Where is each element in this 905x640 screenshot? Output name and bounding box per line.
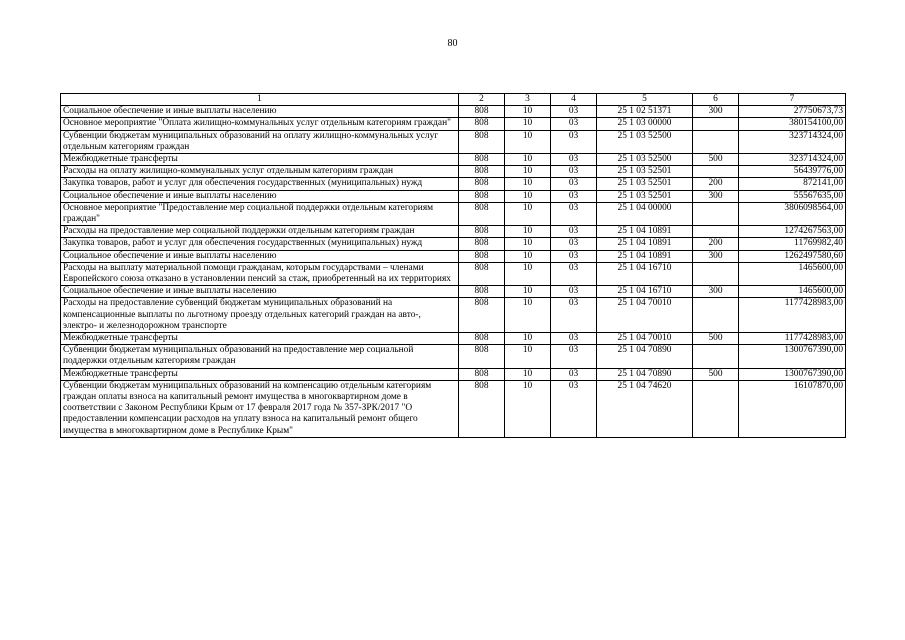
target-code-cell: 25 1 04 74620 bbox=[597, 380, 693, 437]
subsection-code-cell: 03 bbox=[551, 166, 597, 178]
subsection-code-cell: 03 bbox=[551, 286, 597, 298]
header-row bbox=[61, 94, 846, 106]
target-code-cell: 25 1 04 00000 bbox=[597, 202, 693, 225]
section-code-cell: 10 bbox=[505, 262, 551, 285]
row-name-cell: Расходы на предоставление субвенций бюджетам муниципальных образований на компенсационные выплаты по льготному проезду отдельных категорий граждан на авто-, электро- и железнодорожном транспорте bbox=[61, 298, 459, 333]
row-name-cell: Субвенции бюджетам муниципальных образований на оплату жилищно-коммунальных услуг отдельным категориям граждан bbox=[61, 130, 459, 153]
target-code-cell: 25 1 04 70010 bbox=[597, 333, 693, 345]
target-code-cell: 25 1 03 00000 bbox=[597, 118, 693, 130]
target-code-cell: 25 1 04 16710 bbox=[597, 262, 693, 285]
ministry-code-cell: 808 bbox=[459, 333, 505, 345]
section-code-cell: 10 bbox=[505, 190, 551, 202]
target-code-cell: 25 1 03 52501 bbox=[597, 178, 693, 190]
ministry-code-cell: 808 bbox=[459, 190, 505, 202]
row-name-cell: Расходы на выплату материальной помощи гражданам, которым государствами – членами Европейского союза отказано в установлении пенсий за стаж, приобретенный на их территориях bbox=[61, 262, 459, 285]
section-code-cell: 10 bbox=[505, 298, 551, 333]
row-name-cell: Социальное обеспечение и иные выплаты населению bbox=[61, 250, 459, 262]
row-name-cell: Основное мероприятие "Оплата жилищно-коммунальных услуг отдельным категориям граждан" bbox=[61, 118, 459, 130]
subsection-code-cell: 03 bbox=[551, 118, 597, 130]
target-code-cell: 25 1 03 52501 bbox=[597, 166, 693, 178]
amount-cell: 55567635,00 bbox=[739, 190, 846, 202]
table-row bbox=[61, 178, 846, 190]
expense-type-cell bbox=[693, 202, 739, 225]
subsection-code-cell: 03 bbox=[551, 238, 597, 250]
subsection-code-cell: 03 bbox=[551, 380, 597, 437]
subsection-code-cell: 03 bbox=[551, 154, 597, 166]
table-row bbox=[61, 238, 846, 250]
expense-type-cell: 300 bbox=[693, 106, 739, 118]
row-name-cell: Основное мероприятие "Предоставление мер социальной поддержки отдельным категориям граждан" bbox=[61, 202, 459, 225]
subsection-code-cell: 03 bbox=[551, 106, 597, 118]
row-name-cell: Межбюджетные трансферты bbox=[61, 154, 459, 166]
expense-type-cell: 500 bbox=[693, 333, 739, 345]
amount-cell: 323714324,00 bbox=[739, 154, 846, 166]
amount-cell: 3806098564,00 bbox=[739, 202, 846, 225]
ministry-code-cell: 808 bbox=[459, 178, 505, 190]
ministry-code-cell: 808 bbox=[459, 106, 505, 118]
section-code-cell: 10 bbox=[505, 286, 551, 298]
amount-cell: 1262497580,60 bbox=[739, 250, 846, 262]
expense-type-cell bbox=[693, 298, 739, 333]
section-code-cell: 10 bbox=[505, 250, 551, 262]
target-code-cell: 25 1 04 70890 bbox=[597, 368, 693, 380]
ministry-code-cell: 808 bbox=[459, 262, 505, 285]
table-row bbox=[61, 368, 846, 380]
subsection-code-cell: 03 bbox=[551, 345, 597, 368]
expense-type-cell bbox=[693, 166, 739, 178]
table-row bbox=[61, 118, 846, 130]
target-code-cell: 25 1 04 10891 bbox=[597, 238, 693, 250]
amount-cell: 1177428983,00 bbox=[739, 333, 846, 345]
section-code-cell: 10 bbox=[505, 178, 551, 190]
section-code-cell: 10 bbox=[505, 345, 551, 368]
subsection-code-cell: 03 bbox=[551, 226, 597, 238]
column-header: 7 bbox=[739, 94, 846, 106]
expense-type-cell: 300 bbox=[693, 250, 739, 262]
ministry-code-cell: 808 bbox=[459, 118, 505, 130]
table-row bbox=[61, 333, 846, 345]
ministry-code-cell: 808 bbox=[459, 250, 505, 262]
target-code-cell: 25 1 03 52500 bbox=[597, 154, 693, 166]
section-code-cell: 10 bbox=[505, 202, 551, 225]
expense-type-cell: 500 bbox=[693, 368, 739, 380]
section-code-cell: 10 bbox=[505, 238, 551, 250]
page-number: 80 bbox=[447, 38, 458, 49]
target-code-cell: 25 1 04 10891 bbox=[597, 226, 693, 238]
subsection-code-cell: 03 bbox=[551, 202, 597, 225]
column-header: 6 bbox=[693, 94, 739, 106]
subsection-code-cell: 03 bbox=[551, 298, 597, 333]
section-code-cell: 10 bbox=[505, 118, 551, 130]
expense-type-cell: 300 bbox=[693, 286, 739, 298]
expense-type-cell bbox=[693, 380, 739, 437]
ministry-code-cell: 808 bbox=[459, 298, 505, 333]
section-code-cell: 10 bbox=[505, 154, 551, 166]
ministry-code-cell: 808 bbox=[459, 166, 505, 178]
subsection-code-cell: 03 bbox=[551, 178, 597, 190]
column-header: 4 bbox=[551, 94, 597, 106]
expense-type-cell bbox=[693, 118, 739, 130]
row-name-cell: Межбюджетные трансферты bbox=[61, 368, 459, 380]
subsection-code-cell: 03 bbox=[551, 250, 597, 262]
table-row bbox=[61, 106, 846, 118]
target-code-cell: 25 1 04 10891 bbox=[597, 250, 693, 262]
column-header: 5 bbox=[597, 94, 693, 106]
amount-cell: 1465600,00 bbox=[739, 286, 846, 298]
amount-cell: 380154100,00 bbox=[739, 118, 846, 130]
budget-table bbox=[60, 93, 846, 438]
row-name-cell: Расходы на оплату жилищно-коммунальных услуг отдельным категориям граждан bbox=[61, 166, 459, 178]
table-row bbox=[61, 130, 846, 153]
target-code-cell: 25 1 04 70890 bbox=[597, 345, 693, 368]
section-code-cell: 10 bbox=[505, 130, 551, 153]
section-code-cell: 10 bbox=[505, 333, 551, 345]
table-row bbox=[61, 226, 846, 238]
row-name-cell: Расходы на предоставление мер социальной поддержки отдельным категориям граждан bbox=[61, 226, 459, 238]
ministry-code-cell: 808 bbox=[459, 130, 505, 153]
column-header: 2 bbox=[459, 94, 505, 106]
column-header: 3 bbox=[505, 94, 551, 106]
table-row bbox=[61, 380, 846, 437]
expense-type-cell: 200 bbox=[693, 178, 739, 190]
table-row bbox=[61, 202, 846, 225]
amount-cell: 1274267563,00 bbox=[739, 226, 846, 238]
table-row bbox=[61, 154, 846, 166]
amount-cell: 11769982,40 bbox=[739, 238, 846, 250]
subsection-code-cell: 03 bbox=[551, 262, 597, 285]
subsection-code-cell: 03 bbox=[551, 368, 597, 380]
ministry-code-cell: 808 bbox=[459, 368, 505, 380]
expense-type-cell: 300 bbox=[693, 190, 739, 202]
table-row bbox=[61, 262, 846, 285]
section-code-cell: 10 bbox=[505, 380, 551, 437]
table-row bbox=[61, 345, 846, 368]
table-row bbox=[61, 250, 846, 262]
subsection-code-cell: 03 bbox=[551, 333, 597, 345]
ministry-code-cell: 808 bbox=[459, 154, 505, 166]
amount-cell: 16107870,00 bbox=[739, 380, 846, 437]
table-row bbox=[61, 298, 846, 333]
expense-type-cell: 500 bbox=[693, 154, 739, 166]
row-name-cell: Межбюджетные трансферты bbox=[61, 333, 459, 345]
row-name-cell: Закупка товаров, работ и услуг для обеспечения государственных (муниципальных) нужд bbox=[61, 238, 459, 250]
target-code-cell: 25 1 03 52500 bbox=[597, 130, 693, 153]
expense-type-cell bbox=[693, 262, 739, 285]
ministry-code-cell: 808 bbox=[459, 226, 505, 238]
amount-cell: 56439776,00 bbox=[739, 166, 846, 178]
ministry-code-cell: 808 bbox=[459, 380, 505, 437]
target-code-cell: 25 1 02 51371 bbox=[597, 106, 693, 118]
ministry-code-cell: 808 bbox=[459, 202, 505, 225]
row-name-cell: Закупка товаров, работ и услуг для обеспечения государственных (муниципальных) нужд bbox=[61, 178, 459, 190]
row-name-cell: Социальное обеспечение и иные выплаты населению bbox=[61, 106, 459, 118]
row-name-cell: Субвенции бюджетам муниципальных образований на предоставление мер социальной поддержки отдельным категориям граждан bbox=[61, 345, 459, 368]
expense-type-cell: 200 bbox=[693, 238, 739, 250]
table-row bbox=[61, 190, 846, 202]
amount-cell: 1300767390,00 bbox=[739, 368, 846, 380]
target-code-cell: 25 1 04 16710 bbox=[597, 286, 693, 298]
row-name-cell: Социальное обеспечение и иные выплаты населению bbox=[61, 190, 459, 202]
amount-cell: 323714324,00 bbox=[739, 130, 846, 153]
row-name-cell: Социальное обеспечение и иные выплаты населению bbox=[61, 286, 459, 298]
ministry-code-cell: 808 bbox=[459, 345, 505, 368]
target-code-cell: 25 1 04 70010 bbox=[597, 298, 693, 333]
table-row bbox=[61, 286, 846, 298]
amount-cell: 872141,00 bbox=[739, 178, 846, 190]
amount-cell: 1300767390,00 bbox=[739, 345, 846, 368]
amount-cell: 1465600,00 bbox=[739, 262, 846, 285]
table-row bbox=[61, 166, 846, 178]
column-header: 1 bbox=[61, 94, 459, 106]
section-code-cell: 10 bbox=[505, 106, 551, 118]
row-name-cell: Субвенции бюджетам муниципальных образований на компенсацию отдельным категориям граждан оплаты взноса на капитальный ремонт имущества в многоквартирном доме в соответствии с Законом Республики Крым от 17 февраля 2017 года № 357-ЗРК/2017 "О предоставлении компенсации расходов на уплату взноса на капитальный ремонт общего имущества в многоквартирном доме в Республике Крым" bbox=[61, 380, 459, 437]
target-code-cell: 25 1 03 52501 bbox=[597, 190, 693, 202]
expense-type-cell bbox=[693, 345, 739, 368]
expense-type-cell bbox=[693, 130, 739, 153]
section-code-cell: 10 bbox=[505, 226, 551, 238]
amount-cell: 27750673,73 bbox=[739, 106, 846, 118]
section-code-cell: 10 bbox=[505, 368, 551, 380]
amount-cell: 1177428983,00 bbox=[739, 298, 846, 333]
section-code-cell: 10 bbox=[505, 166, 551, 178]
expense-type-cell bbox=[693, 226, 739, 238]
ministry-code-cell: 808 bbox=[459, 238, 505, 250]
subsection-code-cell: 03 bbox=[551, 130, 597, 153]
subsection-code-cell: 03 bbox=[551, 190, 597, 202]
ministry-code-cell: 808 bbox=[459, 286, 505, 298]
